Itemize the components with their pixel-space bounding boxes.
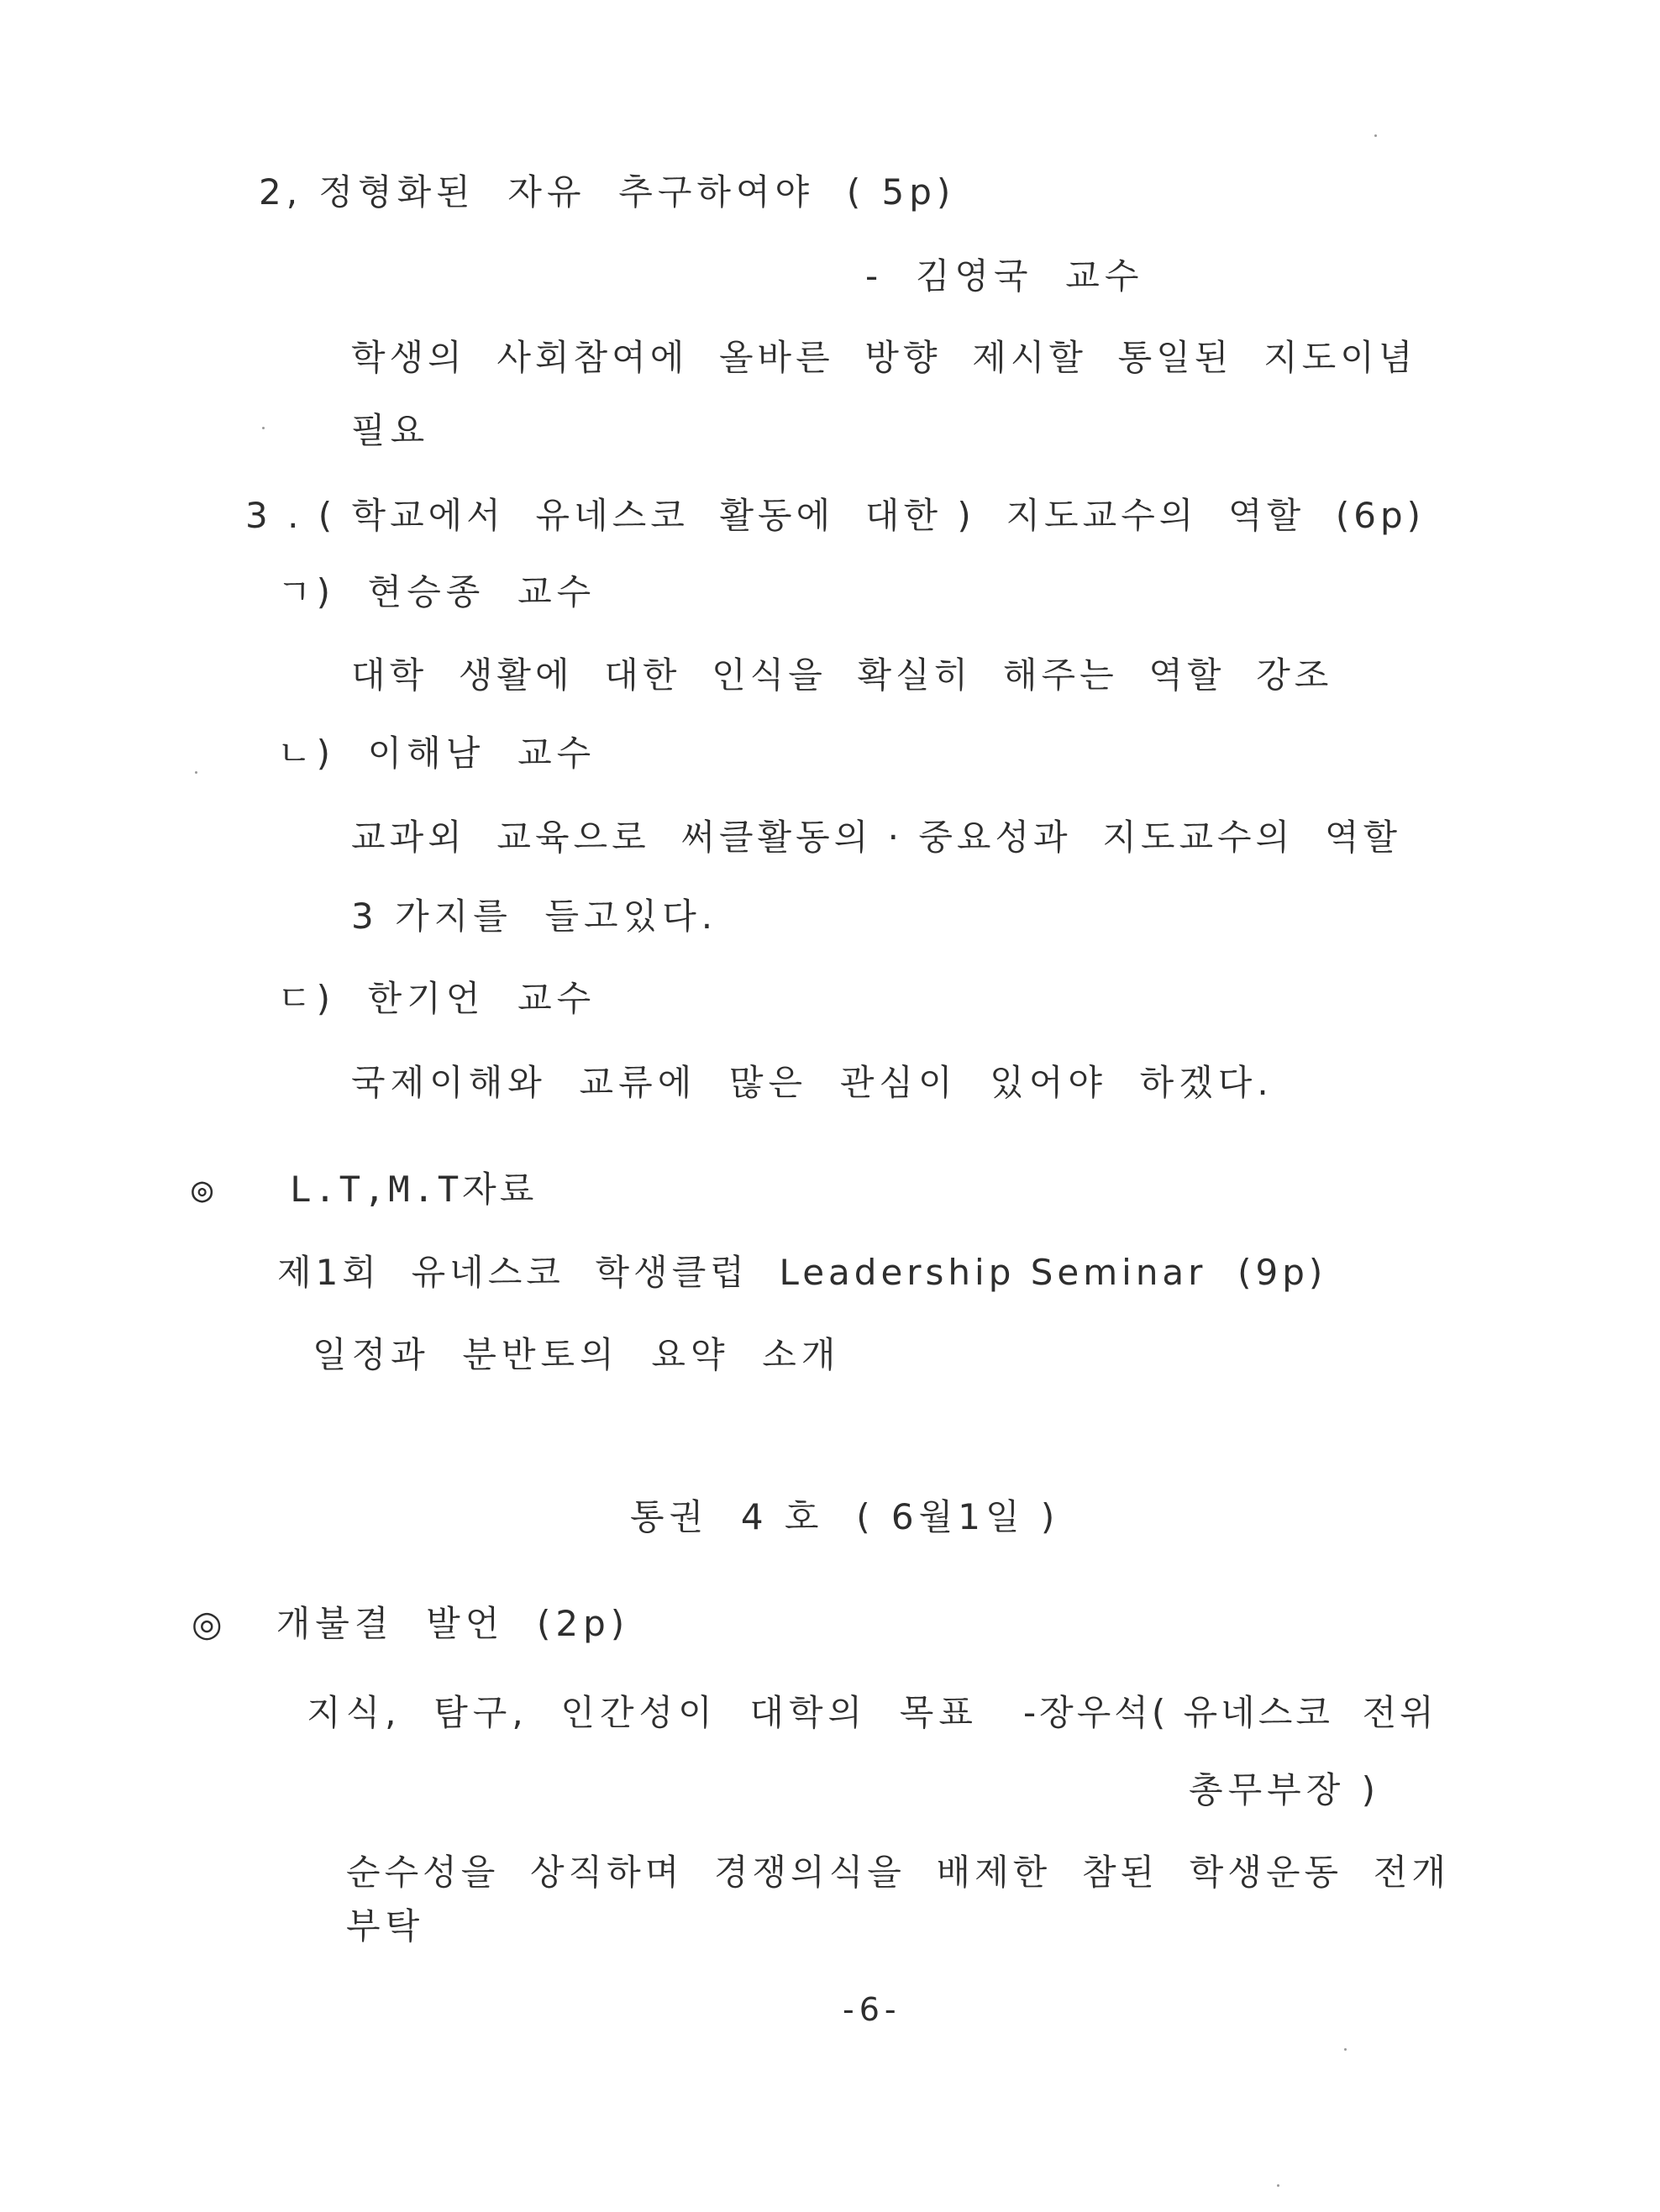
summary-line: 일정과 분반토의 요약 소개: [313, 1334, 841, 1375]
summary-line: 지식, 탐구, 인간성이 대학의 목표: [307, 1692, 978, 1733]
section-2-heading: 2, 정형화된 자유 추구하여야 ( 5p): [259, 171, 956, 213]
subitem-heading: ㄴ) 이해남 교수: [277, 733, 596, 774]
summary-line: 순수성을 상직하며 경쟁의식을 배제한 참된 학생운동 전개: [346, 1852, 1450, 1893]
issue-title: 통권 4 호 ( 6월1일 ): [630, 1496, 1060, 1537]
author-line: - 김영국 교수: [865, 255, 1144, 297]
subitem-heading: ㄱ) 현승종 교수: [277, 571, 596, 612]
summary-line: 교과외 교육으로 써클활동의 · 중요성과 지도교수의 역할: [351, 817, 1402, 858]
page-number: -6-: [843, 1991, 901, 2028]
author-line: -장우석( 유네스코 전위: [1023, 1692, 1437, 1733]
summary-line: 필요: [351, 410, 430, 451]
scan-speck: [262, 427, 265, 429]
scan-speck: [195, 771, 197, 774]
summary-line: 학생의 사회참여에 올바른 방향 제시할 통일된 지도이념: [351, 337, 1417, 378]
scan-speck: [1344, 2048, 1347, 2051]
section-3-heading: 3 . ( 학교에서 유네스코 활동에 대한 ) 지도교수의 역할 (6p): [245, 495, 1426, 536]
seminar-line: 제1회 유네스코 학생클럽 Leadership Seminar (9p): [277, 1252, 1327, 1293]
summary-line: 부탁: [346, 1905, 425, 1947]
section-heading: ◎ 개불결 발언 (2p): [192, 1603, 630, 1644]
author-line: 총무부장 ): [1189, 1769, 1381, 1810]
summary-line: 3 가지를 들고있다.: [351, 896, 718, 937]
scan-speck: [1277, 2184, 1279, 2187]
summary-line: 국제이해와 교류에 많은 관심이 있어야 하겠다.: [351, 1062, 1274, 1103]
summary-line: 대학 생활에 대한 인식을 확실히 해주는 역할 강조: [351, 654, 1333, 696]
scan-speck: [1374, 134, 1377, 137]
subitem-heading: ㄷ) 한기언 교수: [277, 978, 596, 1019]
section-heading: ◎ L.T,M.T자료: [192, 1169, 538, 1210]
